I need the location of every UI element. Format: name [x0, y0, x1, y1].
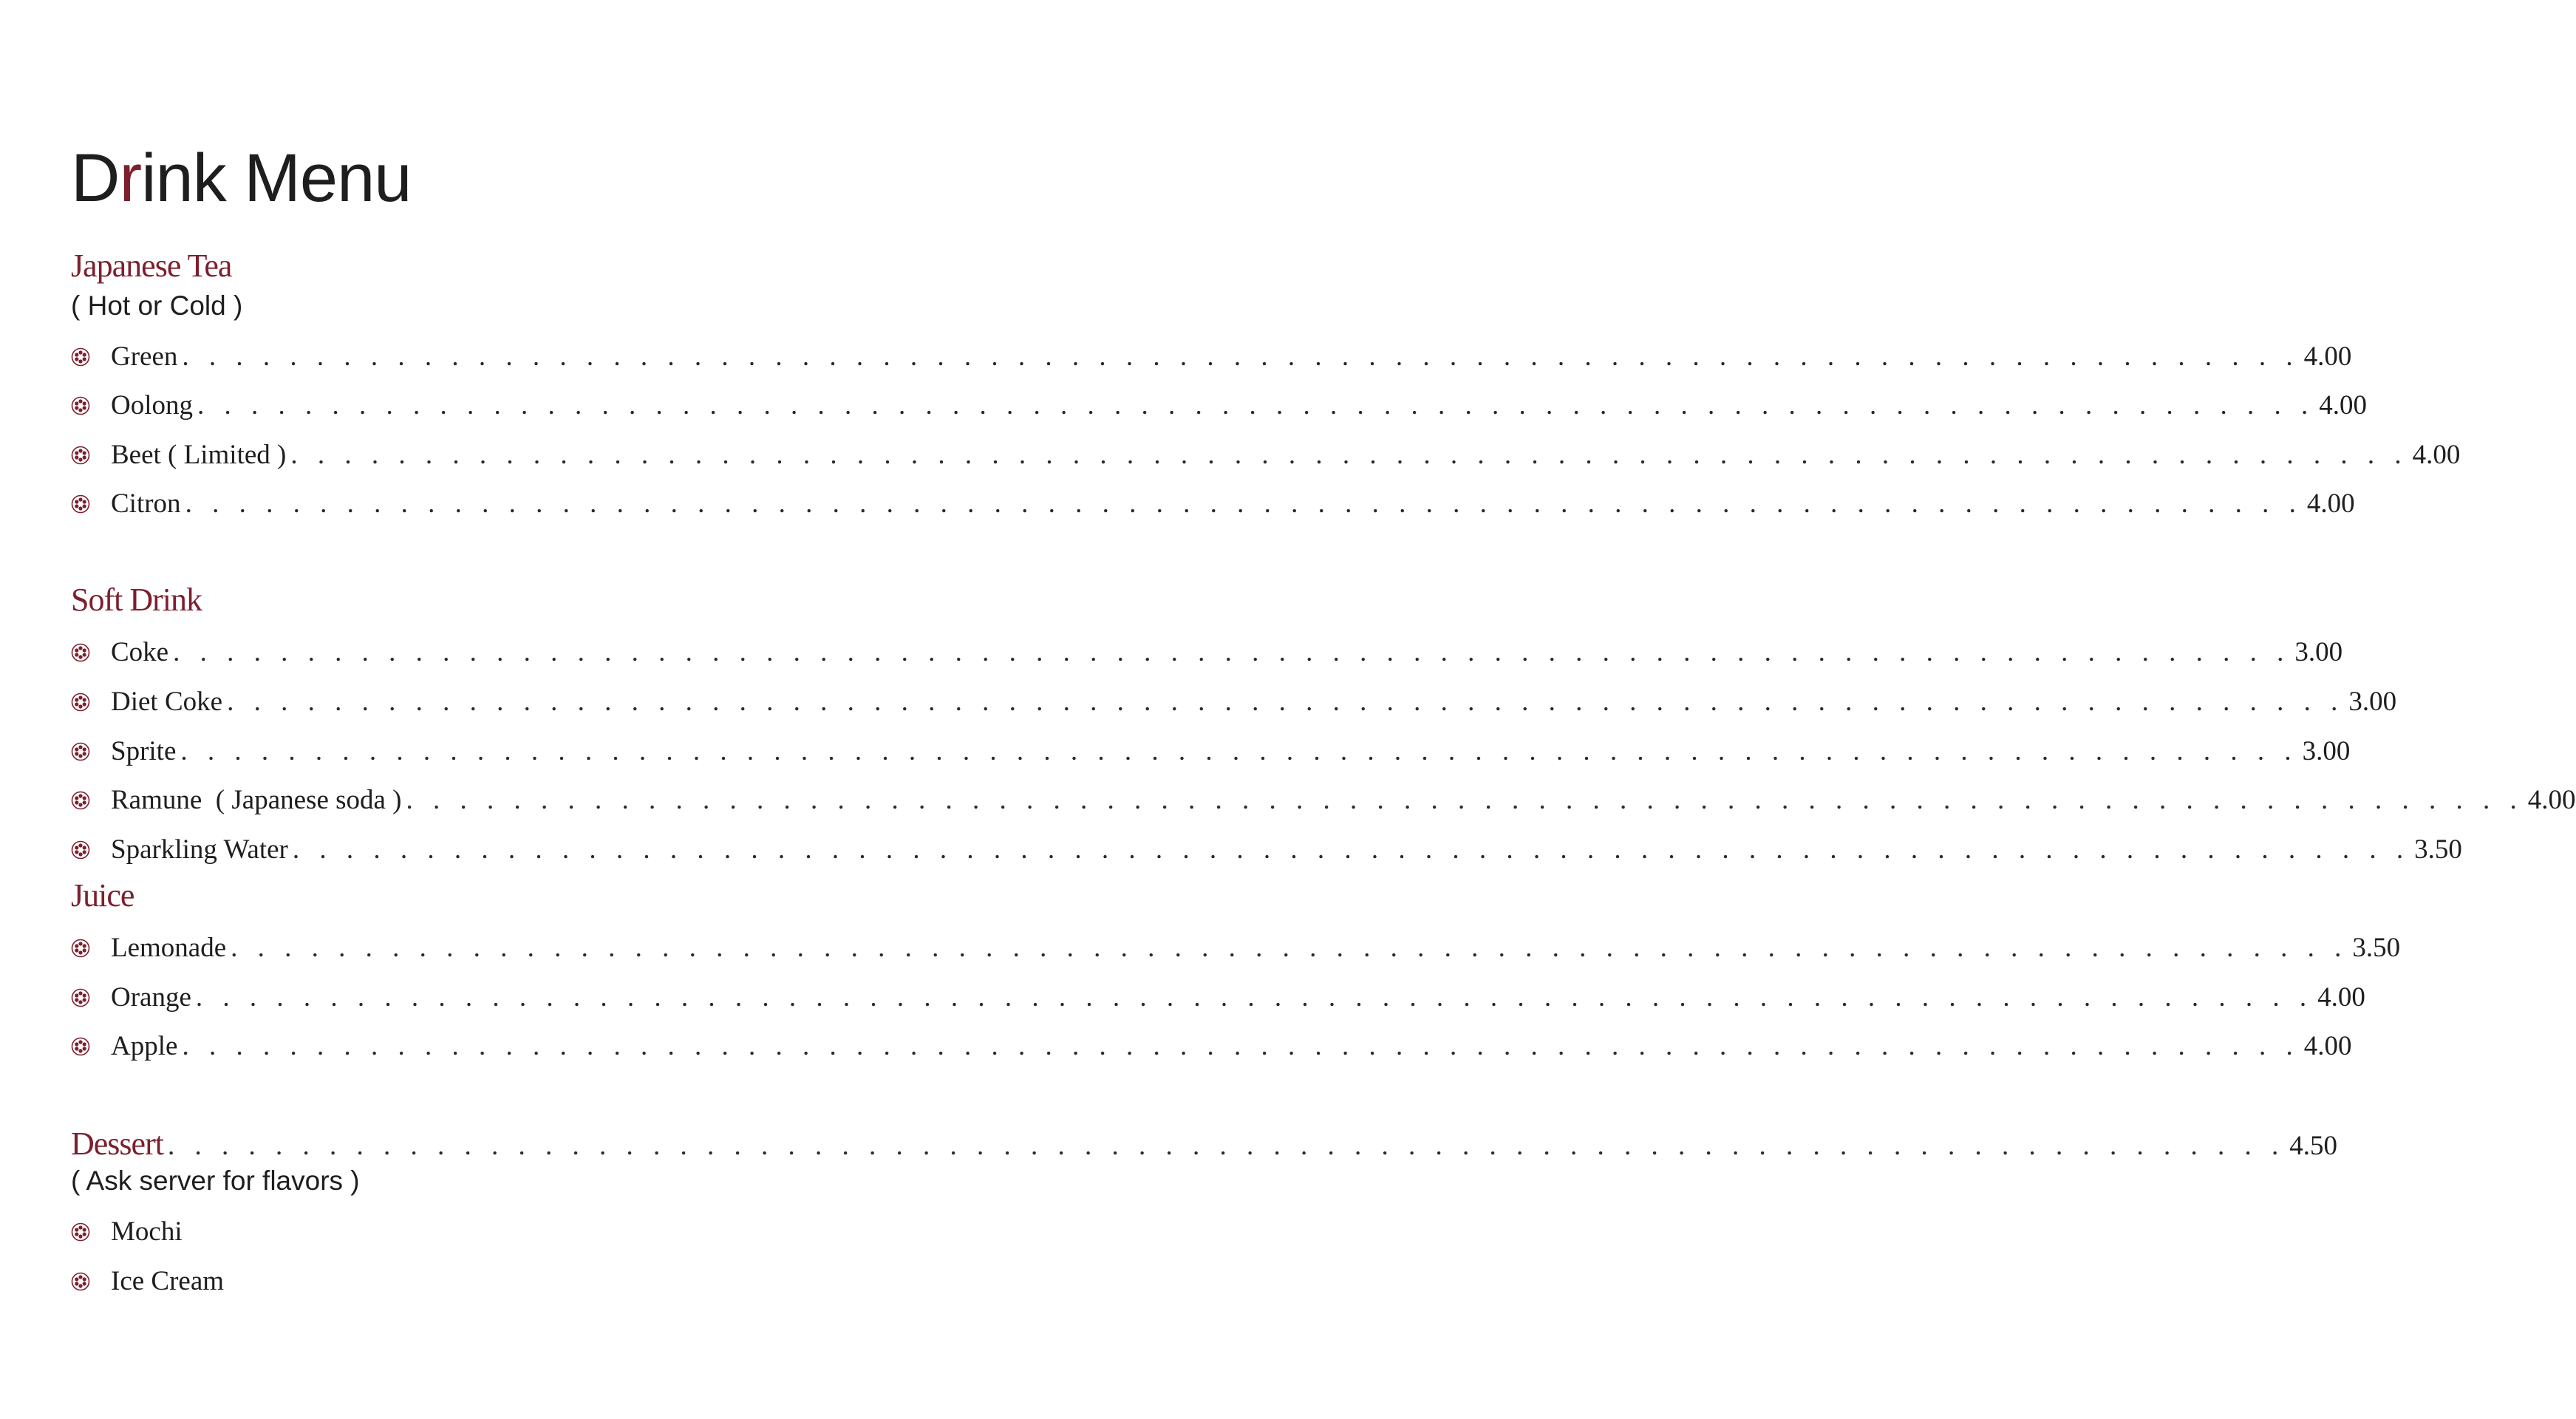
menu-item-price: 4.00 [2306, 489, 2355, 519]
page-title [71, 137, 411, 219]
menu-item-ramune [71, 781, 2576, 820]
menu-item-price: 3.50 [2414, 834, 2462, 865]
menu-item-price: 4.00 [2527, 785, 2576, 815]
menu-item-citron [71, 485, 2355, 523]
menu-item-orange [71, 979, 2365, 1017]
menu-item-name: Oolong [111, 390, 193, 421]
menu-item-green [71, 338, 2352, 376]
flower-bullet-icon [71, 396, 90, 415]
section-heading-soft-drink: Soft Drink [71, 582, 202, 618]
menu-item-name: Citron [111, 489, 181, 519]
menu-item-apple [71, 1027, 2352, 1066]
flower-bullet-icon [71, 1037, 90, 1056]
menu-item-name: Ramune ( Japanese soda ) [111, 785, 402, 815]
flower-bullet-icon [71, 1222, 90, 1242]
menu-item-price: 3.00 [2348, 687, 2397, 717]
section-heading-japanese-tea: Japanese Tea [71, 248, 232, 284]
menu-item-sprite [71, 732, 2351, 771]
menu-item-price: 4.00 [2303, 341, 2352, 372]
flower-bullet-icon [71, 1272, 90, 1291]
dot-leader: . . . . . . . . . . . . . . . . . . . . . . . . . . . . . . . . . . . . . . . . . . . . . . . . . . . . . . . . . . . . . . . . . . . . . . . . . . . . . . . [173, 637, 2291, 667]
dot-leader: . . . . . . . . . . . . . . . . . . . . . . . . . . . . . . . . . . . . . . . . . . . . . . . . . . . . . . . . . . . . . . . . . . . . . . . . . . . . . . . [406, 785, 2524, 815]
menu-item-name: Sparkling Water [111, 834, 288, 865]
dot-leader: . . . . . . . . . . . . . . . . . . . . . . . . . . . . . . . . . . . . . . . . . . . . . . . . . . . . . . . . . . . . . . . . . . . . . . . . . . . . . . . [292, 834, 2410, 865]
dessert-price: 4.50 [2289, 1131, 2337, 1161]
flower-bullet-icon [71, 742, 90, 761]
flower-bullet-icon [71, 693, 90, 712]
menu-item-price: 3.50 [2352, 933, 2401, 963]
section-heading-dessert: Dessert [71, 1126, 163, 1162]
flower-bullet-icon [71, 791, 90, 810]
section-heading-row-dessert [71, 1123, 2337, 1165]
menu-item-beet [71, 436, 2461, 474]
menu-item-name: Coke [111, 637, 169, 667]
menu-item-lemonade [71, 929, 2401, 967]
dot-leader: . . . . . . . . . . . . . . . . . . . . . . . . . . . . . . . . . . . . . . . . . . . . . . . . . . . . . . . . . . . . . . . . . . . . . . . . . . . . . . . [180, 736, 2298, 766]
dot-leader: . . . . . . . . . . . . . . . . . . . . . . . . . . . . . . . . . . . . . . . . . . . . . . . . . . . . . . . . . . . . . . . . . . . . . . . . . . . . . . . [185, 489, 2303, 519]
menu-item-diet-coke [71, 683, 2397, 721]
flower-bullet-icon [71, 347, 90, 367]
menu-item-price: 3.00 [2294, 637, 2343, 667]
dot-leader: . . . . . . . . . . . . . . . . . . . . . . . . . . . . . . . . . . . . . . . . . . . . . . . . . . . . . . . . . . . . . . . . . . . . . . . . . . . . . . . [231, 933, 2348, 963]
dot-leader: . . . . . . . . . . . . . . . . . . . . . . . . . . . . . . . . . . . . . . . . . . . . . . . . . . . . . . . . . . . . . . . . . . . . . . . . . . . . . . . [197, 390, 2315, 421]
menu-item-price: 4.00 [2319, 390, 2367, 421]
flower-bullet-icon [71, 840, 90, 860]
menu-item-name: Sprite [111, 736, 177, 766]
menu-item-name: Ice Cream [111, 1266, 225, 1296]
section-subtitle-dessert: ( Ask server for flavors ) [71, 1166, 360, 1196]
menu-item-ice-cream [71, 1262, 958, 1301]
menu-item-name: Diet Coke [111, 687, 223, 717]
title-first-letter: D [71, 140, 120, 216]
menu-item-name: Green [111, 341, 178, 372]
menu-item-mochi [71, 1213, 958, 1251]
menu-item-name: Lemonade [111, 933, 227, 963]
title-rest: ink Menu [141, 140, 412, 216]
dot-leader: . . . . . . . . . . . . . . . . . . . . . . . . . . . . . . . . . . . . . . . . . . . . . . . . . . . . . . . . . . . . . . . . . . . . . . . . . . . . . . . [227, 687, 2345, 717]
flower-bullet-icon [71, 494, 90, 514]
title-accent-letter: r [119, 140, 142, 216]
menu-item-name: Mochi [111, 1216, 183, 1247]
menu-item-price: 4.00 [2412, 440, 2461, 470]
menu-item-coke [71, 633, 2343, 672]
dot-leader: . . . . . . . . . . . . . . . . . . . . . . . . . . . . . . . . . . . . . . . . . . . . . . . . . . . . . . . . . . . . . . . . . . . . . . . . . . . . . . . [182, 1031, 2300, 1061]
menu-item-sparkling-water [71, 831, 2462, 869]
flower-bullet-icon [71, 643, 90, 662]
dot-leader: . . . . . . . . . . . . . . . . . . . . . . . . . . . . . . . . . . . . . . . . . . . . . . . . . . . . . . . . . . . . . . . . . . . . . . . . . . . . . . . [195, 982, 2314, 1013]
menu-item-name: Beet ( Limited ) [111, 440, 287, 470]
dot-leader: . . . . . . . . . . . . . . . . . . . . . . . . . . . . . . . . . . . . . . . . . . . . . . . . . . . . . . . . . . . . . . . . . . . . . . . . . . . . . . . [182, 341, 2300, 372]
menu-item-name: Apple [111, 1031, 178, 1061]
flower-bullet-icon [71, 939, 90, 958]
menu-item-price: 4.00 [2303, 1031, 2352, 1061]
menu-item-price: 4.00 [2317, 982, 2365, 1013]
section-subtitle-japanese-tea: ( Hot or Cold ) [71, 290, 243, 321]
dot-leader: . . . . . . . . . . . . . . . . . . . . . . . . . . . . . . . . . . . . . . . . . . . . . . . . . . . . . . . . . . . . . . . . . . . . . . . . . . . . . . . [290, 440, 2408, 470]
section-heading-juice: Juice [71, 877, 134, 913]
flower-bullet-icon [71, 446, 90, 465]
dot-leader: . . . . . . . . . . . . . . . . . . . . . . . . . . . . . . . . . . . . . . . . . . . . . . . . . . . . . . . . . . . . . . . . . . . . . . . . . . . . . . . [167, 1131, 2286, 1161]
menu-item-price: 3.00 [2302, 736, 2351, 766]
menu-item-oolong [71, 387, 2367, 425]
flower-bullet-icon [71, 988, 90, 1007]
menu-item-name: Orange [111, 982, 191, 1013]
